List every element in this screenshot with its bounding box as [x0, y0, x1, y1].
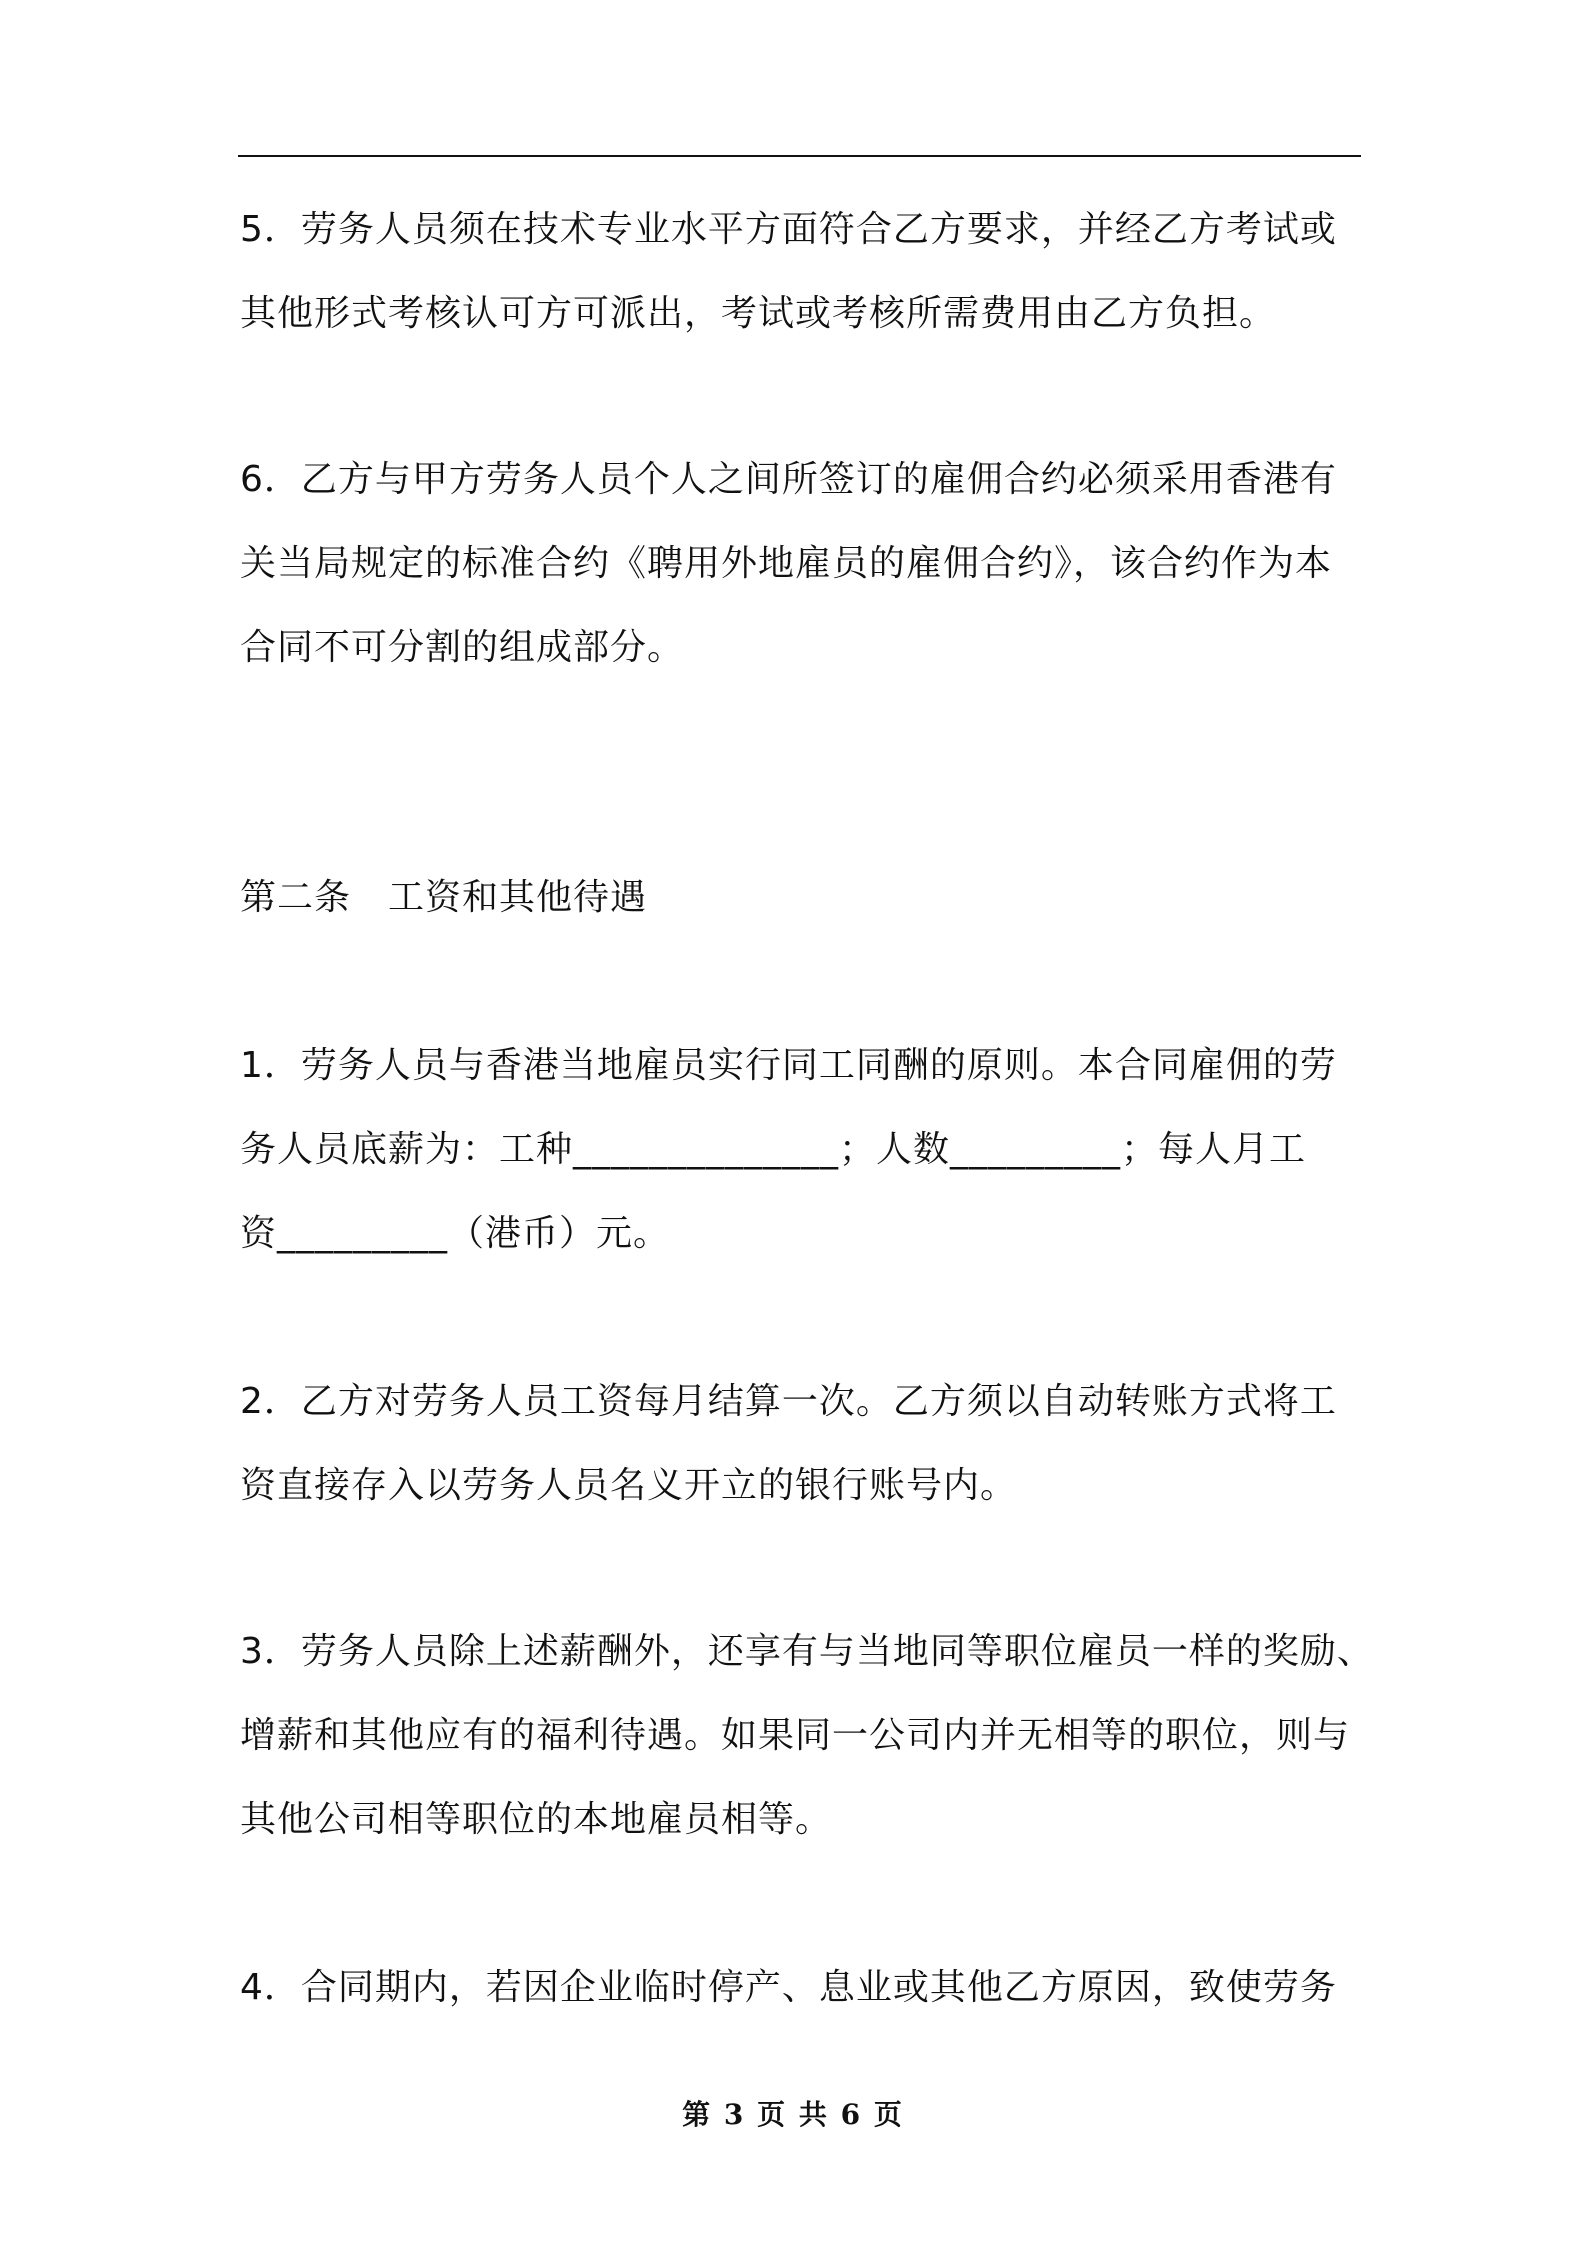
wage-clause-4-line-1: 4．合同期内，若因企业临时停产、息业或其他乙方原因，致使劳务 [240, 1967, 1337, 2008]
wage-clause-3-line-3: 其他公司相等职位的本地雇员相等。 [240, 1799, 833, 1840]
clause-5-line-1: 5．劳务人员须在技术专业水平方面符合乙方要求，并经乙方考试或 [240, 209, 1337, 250]
wage-clause-1-line-2: 务人员底薪为：工种______________；人数_________；每人月工 [240, 1129, 1307, 1170]
wage-clause-3-line-2: 增薪和其他应有的福利待遇。如果同一公司内并无相等的职位，则与 [240, 1715, 1351, 1756]
wage-clause-2-line-2: 资直接存入以劳务人员名义开立的银行账号内。 [240, 1465, 1018, 1506]
section-heading: 第二条 工资和其他待遇 [240, 877, 648, 918]
wage-clause-2-line-1: 2．乙方对劳务人员工资每月结算一次。乙方须以自动转账方式将工 [240, 1381, 1337, 1422]
clause-6-line-2: 关当局规定的标准合约《聘用外地雇员的雇佣合约》，该合约作为本 [240, 543, 1333, 584]
clause-6-line-1: 6．乙方与甲方劳务人员个人之间所签订的雇佣合约必须采用香港有 [240, 459, 1337, 500]
page-number-footer: 第 3 页 共 6 页 [682, 2098, 904, 2131]
wage-clause-3-line-1: 3．劳务人员除上述薪酬外，还享有与当地同等职位雇员一样的奖励、 [240, 1631, 1374, 1672]
clause-6-line-3: 合同不可分割的组成部分。 [240, 627, 685, 668]
wage-clause-1-line-3: 资_________（港币）元。 [240, 1213, 671, 1254]
clause-5-line-2: 其他形式考核认可方可派出，考试或考核所需费用由乙方负担。 [240, 293, 1277, 334]
wage-clause-1-line-1: 1．劳务人员与香港当地雇员实行同工同酬的原则。本合同雇佣的劳 [240, 1045, 1337, 1086]
header-rule [238, 155, 1361, 157]
